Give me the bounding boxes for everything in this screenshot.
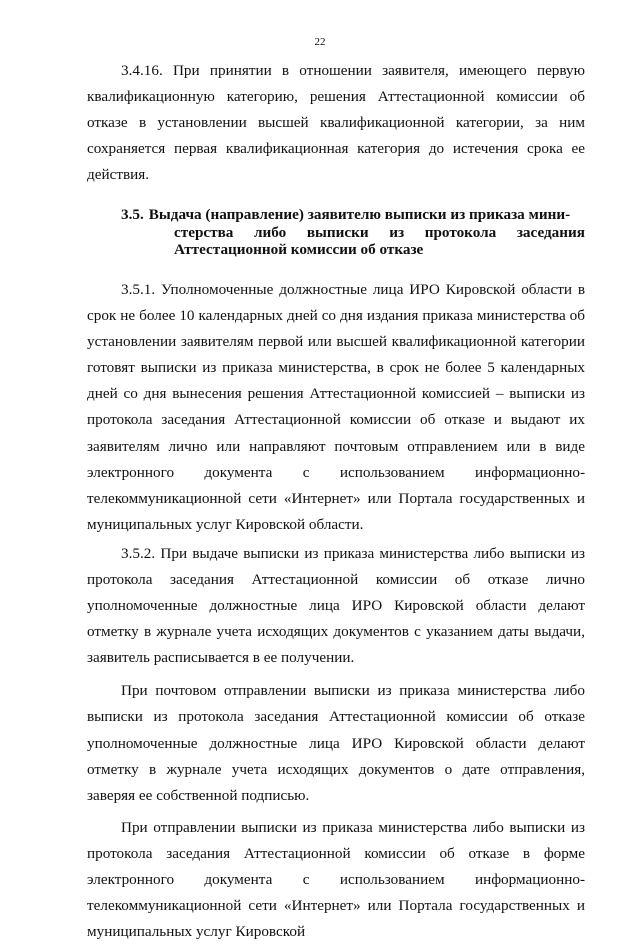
page-number: 22: [314, 36, 326, 48]
section-title-rest: стерства либо выписки из протокола заседания Аттестационной комиссии об отказе: [174, 223, 585, 259]
section-title-line1: Выдача (направление) заявителю выписки из приказа мини-: [148, 206, 571, 224]
paragraph-3-4-16: 3.4.16. При принятии в отношении заявителя, имеющего первую квалификационную категорию, решения Аттестационной комиссии об отказе в установлении высшей квалификационной категории, за ним сохраняется первая квалификационная категория до истечения срока ее действия.: [87, 62, 585, 184]
paragraph-3-5-1: 3.5.1. Уполномоченные должностные лица ИРО Кировской области в срок не более 10 календарных дней со дня издания приказа министерства об установлении заявителям первой или высшей квалификационной категории готовят выписки из приказа министерства, в срок не более 5 календарных дней со дня вынесения решения Аттестационной комиссией – выписки из протокола заседания Аттестационной комиссии об отказе и выдают их заявителям лично или направляют почтовым отправлением или в виде электронного документа с использованием информационно-телекоммуникационной сети «Интернет» или Портала государственных и муниципальных услуг Кировской области.: [87, 280, 585, 533]
paragraph-electronic: При отправлении выписки из приказа министерства либо выписки из протокола заседания Аттестационной комиссии об отказе в форме электронного документа с использованием информационно-телекоммуникационной сети «Интернет» или Портала государственных и муниципальных услуг Кировской: [87, 818, 585, 941]
paragraph-postal: При почтовом отправлении выписки из приказа министерства либо выписки из протокола заседания Аттестационной комиссии об отказе уполномоченные должностные лица ИРО Кировской области делают отметку в журнале учета исходящих документов о дате отправления, заверяя ее собственной подписью.: [87, 682, 585, 804]
section-heading-3-5: [121, 206, 585, 259]
paragraph-3-5-2: 3.5.2. При выдаче выписки из приказа министерства либо выписки из протокола заседания Аттестационной комиссии об отказе лично уполномоченные должностные лица ИРО Кировской области делают отметку в журнале учета исходящих документов с указанием даты выдачи, заявитель расписывается в ее получении.: [87, 544, 585, 667]
section-number: 3.5.: [121, 206, 144, 224]
document-body: [87, 58, 585, 945]
